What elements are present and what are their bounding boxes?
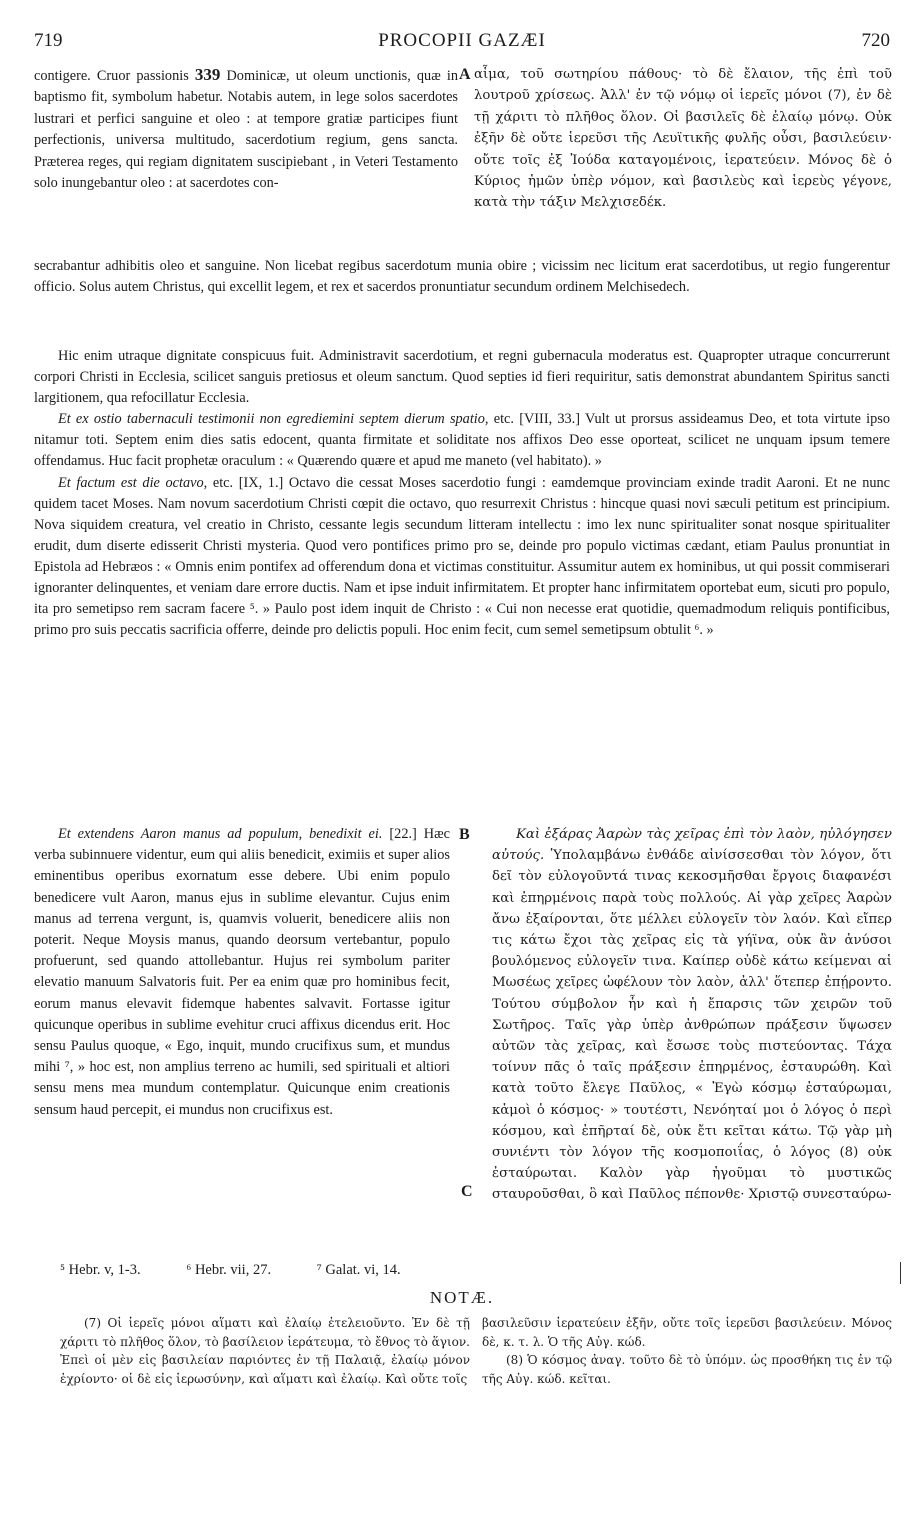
- footnote: ⁷ Galat. vi, 14.: [316, 1262, 401, 1278]
- paragraph-text: Hic enim utraque dignitate conspicuus fuit. Administravit sacerdotium, et regni gubernacula moderatus est. Quapropter utraque concurrerunt corpori Christi in Ecclesia, scilicet sanguis pretiosus et oleum sanctum. Quod septies id fieri requiritur, satis demonstrat abundantem Spiritus sancti largitionem, qua refocillatur Ecclesia.: [34, 348, 890, 407]
- lemma: Et factum est die octavo,: [58, 474, 208, 491]
- lemma: Et ex ostio tabernaculi testimonii non egrediemini septem dierum spatio,: [58, 411, 489, 428]
- notes-heading: NOTÆ.: [429, 1288, 495, 1307]
- footnote: ⁵ Hebr. v, 1-3.: [60, 1262, 141, 1278]
- note-text: (8) Ὁ κόσμος ἀναγ. τοῦτο δὲ τὸ ὑπόμν. ὡς προσθήκη τις ἐν τῷ τῆς Αὐγ. κώδ. κεῖται.: [482, 1353, 892, 1386]
- body-paragraph: [34, 473, 890, 642]
- notes-left-column: [60, 1314, 470, 1388]
- note-text: (7) Οἱ ἱερεῖς μόνοι αἵματι καὶ ἐλαίῳ ἐτελειοῦντο. Ἐν δὲ τῇ χάριτι τὸ πλῆθος ὅλον, τὸ βασίλειον ἱεράτευμα, τὸ ἔθνος τὸ ἅγιον. Ἐπεὶ οἱ μὲν εἰς βασιλείαν παριόντες ἐν τῇ Παλαιᾷ, ἐλαίῳ μόνον ἐχρίοντο· οἱ δὲ εἰς ἱερωσύνην, καὶ αἵματι καὶ ἐλαίῳ. Καὶ οὔτε τοῖς: [60, 1316, 470, 1386]
- greek-bottom-paragraph: [492, 824, 892, 1206]
- note-text: βασιλεῦσιν ἱερατεύειν ἐξῆν, οὔτε τοῖς ἱερεῦσι βασιλεύειν. Μόνος δὲ, κ. τ. λ. Ὁ τῆς Αὐγ. κώδ.: [482, 1316, 892, 1349]
- latin-top-after: Dominicæ, ut oleum unctionis, quæ in baptismo fit, symbolum habetur. Notabis autem, in lege solos sacerdotes lustrari et perfici sanguine et oleo : at tempore gratiæ participes fiunt perfectionis, universa multitudo, sacerdotium regium, gens sancta. Præterea reges, qui regiam dignitatem suscipiebant , in Veteri Testamento solo inungebantur oleo : at sacerdotes con-: [34, 68, 458, 192]
- latin-continuation: [34, 256, 890, 298]
- latin-column-bottom: [34, 824, 450, 1121]
- greek-top-text: αἷμα, τοῦ σωτηρίου πάθους· τὸ δὲ ἔλαιον, τῆς ἐπὶ τοῦ λουτροῦ χρίσεως. Ἀλλ' ἐν τῷ νόμῳ οἱ ἱερεῖς μόνοι (7), ἐν δὲ τῇ χάριτι τὸ πλῆθος ὅλον. Οἱ βασιλεῖς δὲ ἐλαίῳ μόνῳ. Οὐκ ἐξῆν δὲ οὔτε ἱερεῦσι τῆς Λευϊτικῆς φυλῆς οὖσι, βασιλεύειν· οὔτε τοῖς ἐξ Ἰούδα καταγομένοις, ἱερατεύειν. Μόνος δὲ ὁ Κύριος ἡμῶν ὑπὲρ νόμον, καὶ βασιλεὺς καὶ ἱερεὺς γέγονε, κατὰ τὴν τάξιν Μελχισεδέκ.: [474, 67, 892, 211]
- margin-letter-b: B: [459, 826, 470, 843]
- latin-top-before: contigere. Cruor passionis: [34, 68, 189, 84]
- lemma: Καὶ ἐξάρας Ἀαρὼν τὰς χεῖρας ἐπὶ τὸν λαὸν, ηὐλόγησεν αὐτούς.: [492, 827, 892, 864]
- margin-rule: [900, 1262, 901, 1284]
- commentary-body: [34, 346, 890, 641]
- paragraph-text: etc. [VIII, 33.] Vult ut prorsus assideamus Deo, et tota virtute ipso nitamur toti. Septem enim dies satis edocent, quanta firmitate et soliditate nos affixos Deo esse oporteat, scilicet ne unquam ipsum temere offendamus. Huc facit prophetæ oraculum : « Quærendo quære et apud me maneto (vel habitato). »: [34, 411, 891, 470]
- body-paragraph: [34, 409, 890, 472]
- notes-right-column: [482, 1314, 892, 1388]
- body-paragraph: [34, 346, 890, 409]
- footnotes: [60, 1262, 880, 1279]
- page-number-right: 720: [861, 30, 890, 51]
- column-number: 339: [194, 65, 221, 84]
- page-header: [34, 30, 890, 56]
- margin-letter-a: A: [459, 66, 471, 83]
- latin-continuation-text: secrabantur adhibitis oleo et sanguine. Non licebat regibus sacerdotum munia obire ; vicissim nec licitum erat sacerdotibus, ut regio fungerentur officio. Solus autem Christus, qui excellit legem, et rex et sacerdos pronuntiatur secundum ordinem Melchisedech.: [34, 258, 890, 296]
- page-number-left: 719: [34, 30, 63, 51]
- greek-column-bottom: [492, 824, 892, 1206]
- latin-column-top: [34, 64, 458, 194]
- latin-bottom-paragraph: [34, 824, 450, 1121]
- paragraph-text: etc. [IX, 1.] Octavo die cessat Moses sacerdotio fungi : eamdemque provinciam exinde tradit Aaroni. Et ne nunc quidem tacet Moses. Nam novum sacerdotium Christi cœpit die octavo, quo resurrexit Christus : hincque quasi novi sæculi petitum est principium. Nova siquidem creatura, vel creatio in Christo, cessante legis secundum litteram intellectu : imo lex nunc spiritualiter sonat nosque spiritualiter erudit, dum diserte edisserit Christi mysteria. Quod vero pontifices primo pro se, deinde pro populo victimas cædant, etiam Paulus pronuntiat in Epistola ad Hebræos : « Omnis enim pontifex ad offerendum dona et victimas constituitur. Assumitur autem ex hominibus, ut qui possit commiserari ignoranter delinquentes, et veniam dare errore ductis. Nam et ipse induit infirmitatem. Et propter hanc infirmitatem oportebat eum, sicuti pro populo, ita pro semetipso rem sacram facere ⁵. » Paulo post idem inquit de Christo : « Cui non necesse erat quotidie, quemadmodum reliquis pontificibus, primo pro suis peccatis sacrificia offerre, deinde pro delictis populi. Hoc enim fecit, cum semel semetipsum obtulit ⁶. »: [34, 474, 890, 639]
- paragraph-text: [22.] Hæc verba subinnuere videntur, eum qui aliis benedicit, eximiis et super alios eminentibus operibus exornatum esse debere. Ubi enim populo benedicere vult Aaron, manus ejus in sublime elevantur. Cujus enim manus ad terrena vergunt, is, quamvis voluerit, benedicere aliis non poterit. Neque Moysis manus, quando deorsum vertebantur, populo profuerunt, sed quando attollebantur. Hujus rei symbolum pariter elevatio manuum Salvatoris fuit. Per ea enim quæ pro hominibus fecit, eorum manus elevavit fidemque habentes salvavit. Fortasse igitur quicunque operibus in sublime evehitur cruci affixus dicendus erit. Hoc sensu Paulus quoque, « Ego, inquit, mundo crucifixus sum, et mundus mihi ⁷, » hoc est, non amplius terreno ac humili, sed spirituali et altiori sensu mens mea mundum contemplatur. Quicunque enim creationis sensum haud percepit, ei mundus non crucifixus est.: [34, 826, 451, 1118]
- greek-column-top: [474, 64, 892, 214]
- paragraph-text: Ὑπολαμβάνω ἐνθάδε αἰνίσσεσθαι τὸν λόγον, ὅτι δεῖ τὸν εὐλογοῦντά τινας κεκοσμῆσθαι ἔργοις διαφανέσι καὶ ἐπηρμένοις παρὰ τοὺς πολλούς. Αἱ γὰρ χεῖρες Ἀαρὼν ἄνω ἐξαίρονται, ὅτε μέλλει εὐλογεῖν τὸν λαόν. Καὶ εἴπερ τις κάτω ἔχοι τὰς χεῖρας εἰς τὰ γήϊνα, οὐκ ἂν ἀνύσοι βουλόμενος εὐλογεῖν τινα. Καίπερ οὐδὲ κάτω κείμεναι αἱ Μωσέως χεῖρες ὠφέλουν τὸν λαὸν, ἀλλ' ὅτεπερ ἐπῄροντο. Τούτου σύμβολον ἦν καὶ ἡ ἔπαρσις τῶν χειρῶν τοῦ Σωτῆρος. Ταῖς γὰρ ὑπὲρ ἀνθρώπων πράξεσιν ὕψωσεν αὐτῶν τὰς χεῖρας, καὶ ἔσωσε τοὺς πιστεύοντας. Τάχα τοίνυν πᾶς ὁ ταῖς πράξεσιν ἐπηρμένος, ἐσταυρώθη. Καὶ κατὰ τοῦτο ἔλεγε Παῦλος, « Ἐγὼ κόσμῳ ἐσταύρωμαι, κἀμοὶ ὁ κόσμος· » τουτέστι, Νενόηταί μοι ὁ λόγος ὁ περὶ κόσμου, καὶ ἐπῆρταί δὲ, οὐκ ἔτι κεῖται κάτω. Τῷ γὰρ μὴ συνιέντι τὸν λόγον τῆς κοσμοποιΐας, ὁ λόγος (8) οὐκ ἐσταύρωται. Καλὸν γὰρ ἡγοῦμαι τὸ μυστικῶς σταυροῦσθαι, ὃ καὶ Παῦλος πέπονθε· Χριστῷ συνεσταύρω-: [492, 848, 892, 1203]
- lemma: Et extendens Aaron manus ad populum, benedixit ei.: [58, 826, 383, 842]
- footnote: ⁶ Hebr. vii, 27.: [186, 1262, 272, 1278]
- running-title: PROCOPII GAZÆI: [378, 30, 546, 51]
- margin-letter-c: C: [461, 1183, 473, 1200]
